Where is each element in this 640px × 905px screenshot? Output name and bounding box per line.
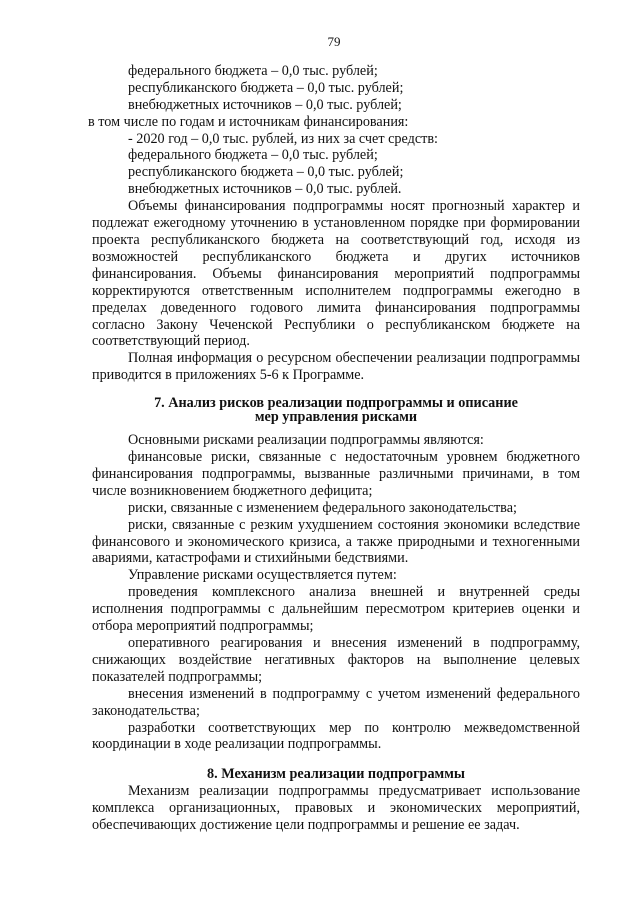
paragraph-risk-response: оперативного реагирования и внесения изменений в подпрограмму, снижающих воздействие негативных факторов на выполнение целевых показателей подпрограммы; <box>92 635 580 685</box>
funding-line-republic: республиканского бюджета – 0,0 тыс. рублей; <box>128 79 404 96</box>
funding-2020-federal: федерального бюджета – 0,0 тыс. рублей; <box>128 147 378 164</box>
funding-year-2020: - 2020 год – 0,0 тыс. рублей, из них за счет средств: <box>128 130 438 147</box>
paragraph-risk-coordination: разработки соответствующих мер по контролю межведомственной координации в ходе реализации подпрограммы. <box>92 719 580 753</box>
paragraph-mechanism: Механизм реализации подпрограммы предусматривает использование комплекса организационных, правовых и экономических мероприятий, обеспечивающих достижение цели подпрограммы и решение ее задач. <box>92 783 580 834</box>
funding-line-extrabudget: внебюджетных источников – 0,0 тыс. рублей; <box>128 96 402 113</box>
document-page <box>88 34 580 834</box>
paragraph-risk-economic: риски, связанные с резким ухудшением состояния экономики вследствие финансового и экономического кризиса, а также природными и техногенными авариями, катастрофами и стихийными бедствиями. <box>92 516 580 567</box>
section-heading-7-line2: мер управления рисками <box>254 409 418 426</box>
funding-2020-extrabudget: внебюджетных источников – 0,0 тыс. рублей. <box>128 181 402 198</box>
section-heading-7-line1: 7. Анализ рисков реализации подпрограммы и описание <box>154 395 518 412</box>
paragraph-risk-amendments: внесения изменений в подпрограмму с учетом изменений федерального законодательства; <box>92 685 580 719</box>
section-heading-8: 8. Механизм реализации подпрограммы <box>207 766 465 783</box>
paragraph-risk-financial: финансовые риски, связанные с недостаточным уровнем бюджетного финансирования подпрограммы, вызванные различными причинами, в том числе возникновением бюджетного дефицита; <box>92 449 580 499</box>
page-number: 79 <box>327 34 341 49</box>
paragraph-resource-info: Полная информация о ресурсном обеспечении реализации подпрограммы приводится в приложениях 5-6 к Программе. <box>92 350 580 384</box>
funding-2020-republic: республиканского бюджета – 0,0 тыс. рублей; <box>128 164 404 181</box>
paragraph-risk-analysis: проведения комплексного анализа внешней и внутренней среды исполнения подпрограммы с дальнейшим пересмотром критериев оценки и отбора мероприятий подпрограммы; <box>92 584 580 635</box>
funding-by-year-intro: в том числе по годам и источникам финансирования: <box>88 113 409 130</box>
paragraph-risk-management-intro: Управление рисками осуществляется путем: <box>128 567 397 584</box>
paragraph-funding-forecast: Объемы финансирования подпрограммы носят прогнозный характер и подлежат ежегодному уточнению в установленном порядке при формировании проекта республиканского бюджета на соответствующий год, исходя из возможностей республиканского бюджета и других источников финансирования. Объемы финансирования мероприятий подпрограммы корректируются ответственным исполнителем подпрограммы ежегодно в пределах доведенного годового лимита финансирования подпрограммы согласно Закону Чеченской Республики о республиканском бюджете на соответствующий период. <box>92 198 580 350</box>
funding-line-federal: федерального бюджета – 0,0 тыс. рублей; <box>128 62 378 79</box>
paragraph-risks-intro: Основными рисками реализации подпрограммы являются: <box>128 432 484 449</box>
paragraph-risk-legislation: риски, связанные с изменением федерального законодательства; <box>128 499 517 516</box>
section-heading-7 <box>92 396 580 424</box>
